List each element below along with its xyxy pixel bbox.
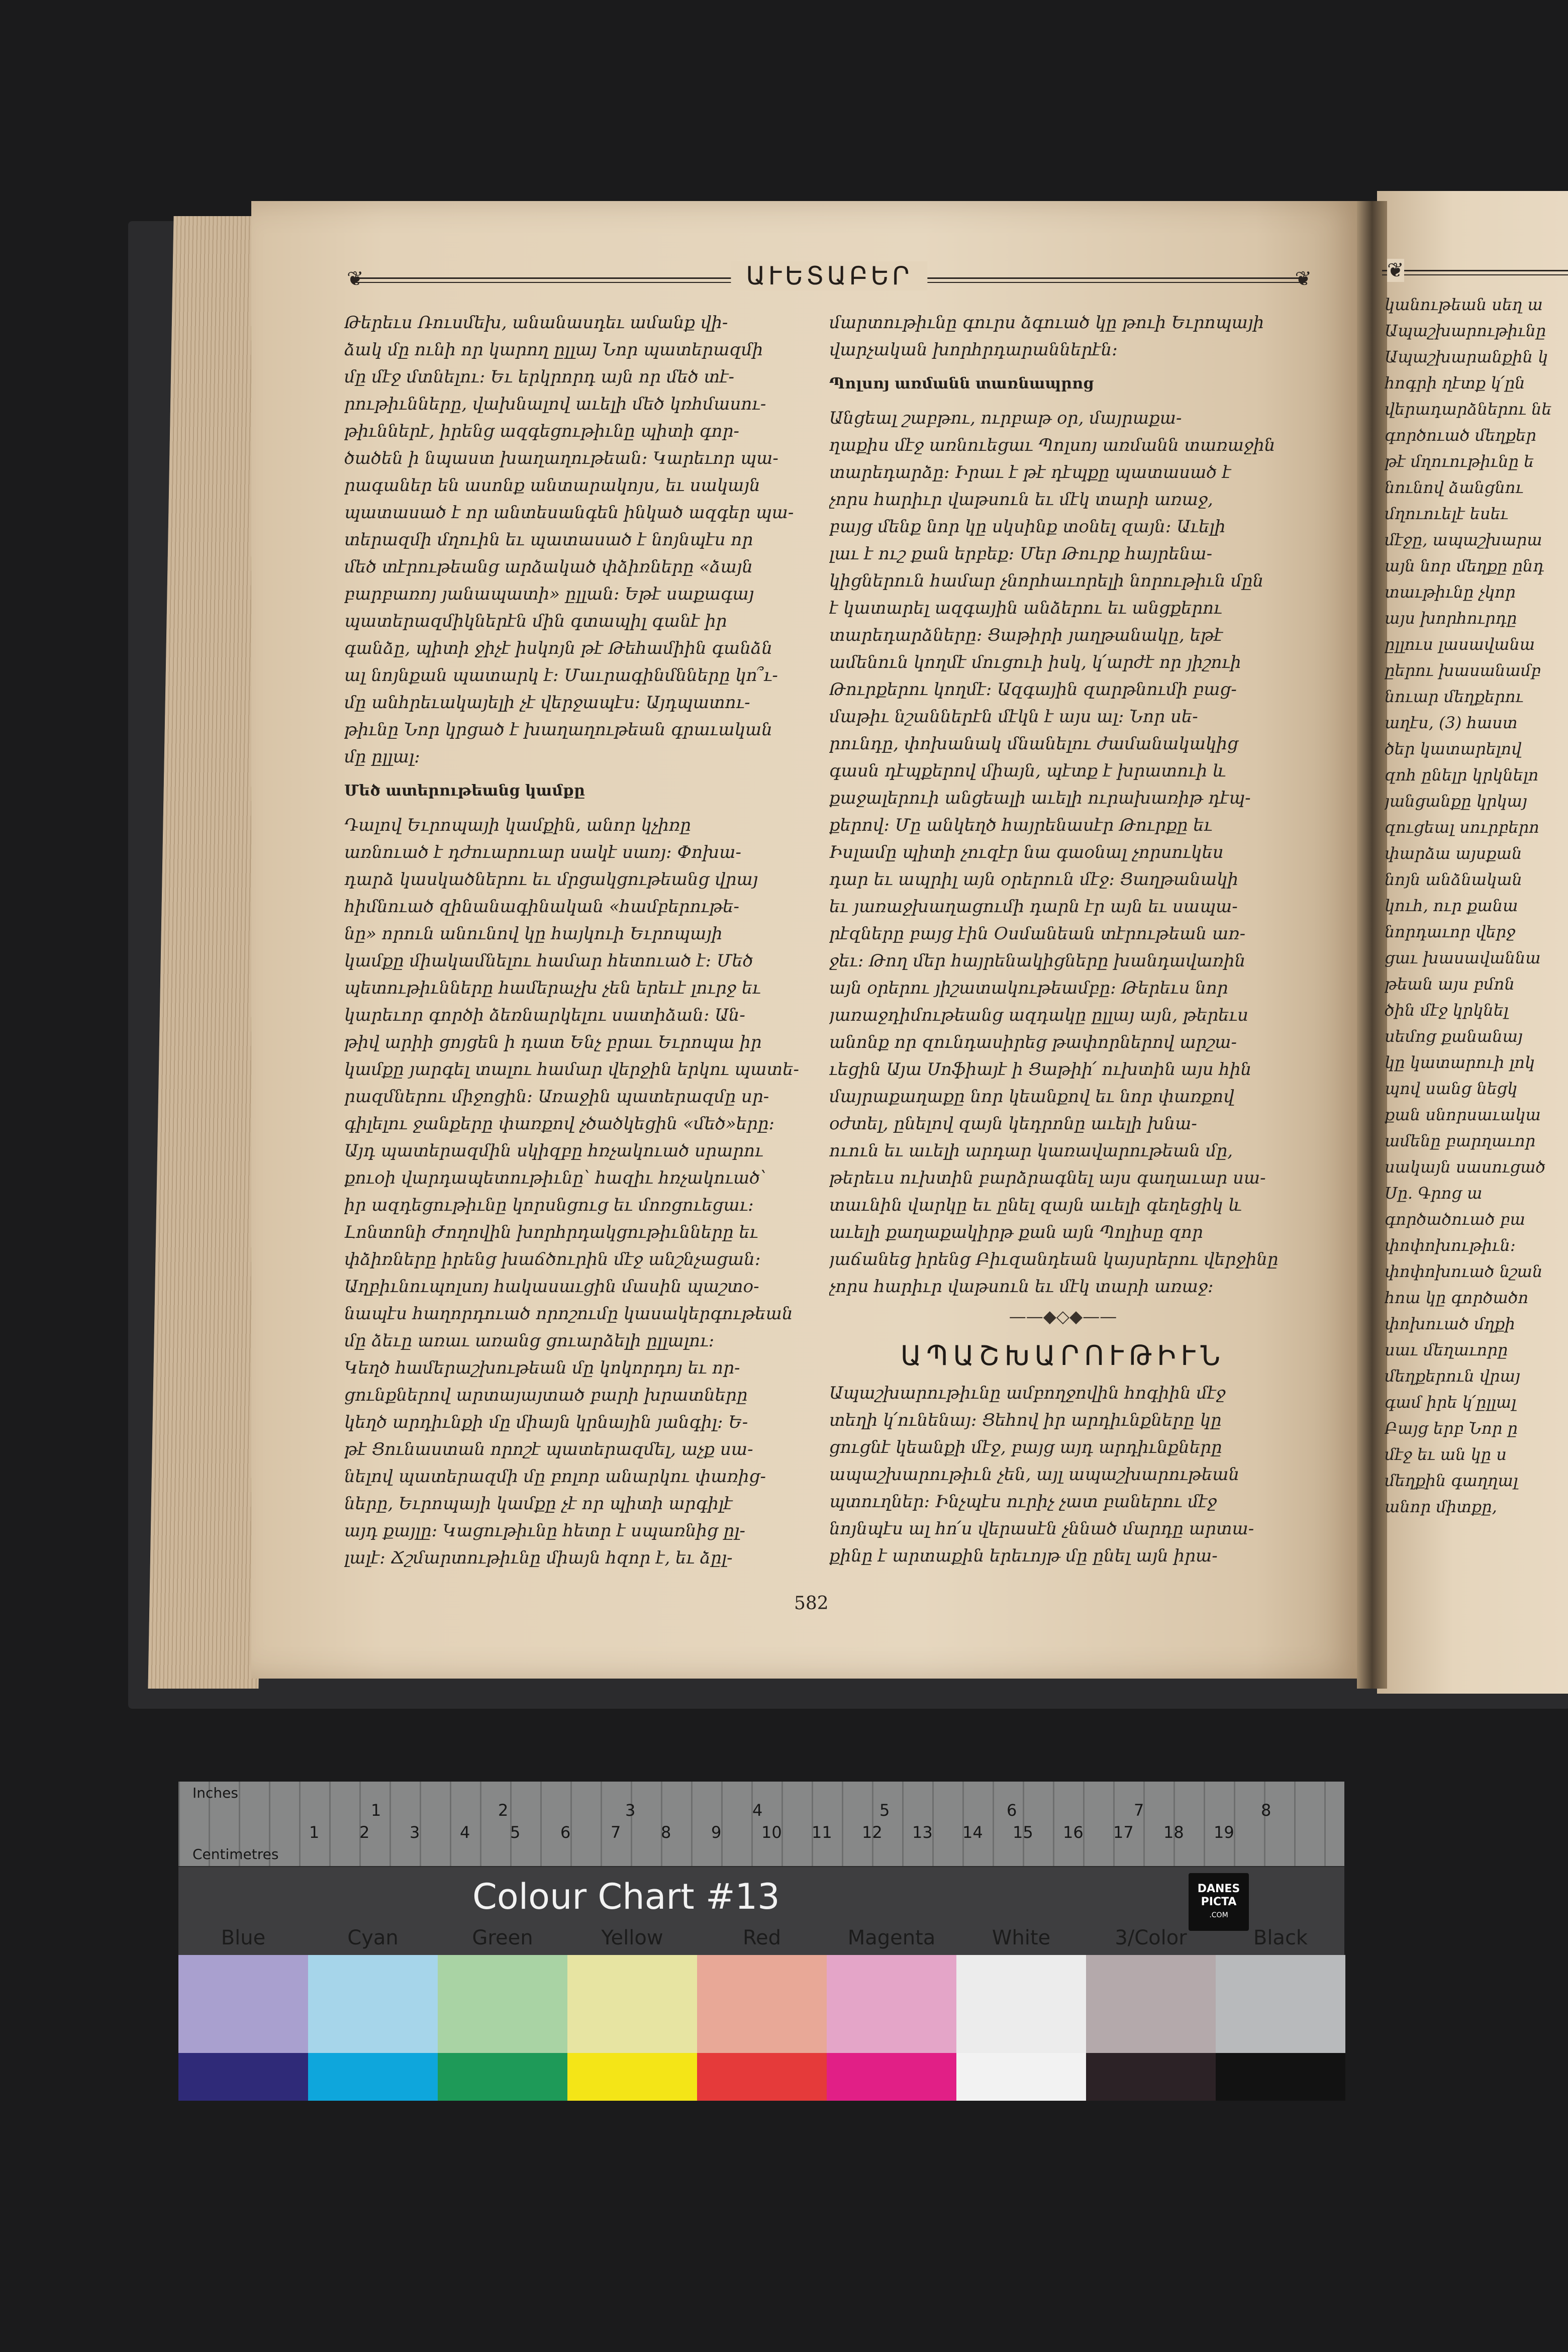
cm-number: 7: [611, 1823, 621, 1842]
text-line: ցուցնէ կեանքի մէջ, բայց այդ արդիւնքները: [829, 1437, 1222, 1457]
text-line: աղէս, (3) հաստ: [1385, 713, 1518, 732]
text-line: կիցներուն համար չնորհաւորելի նորութիւն մըն: [829, 571, 1264, 591]
text-line: ամենը բարղաւոր: [1385, 1131, 1536, 1150]
swatch-light-red: [697, 1955, 827, 2053]
cm-number: 15: [1013, 1823, 1033, 1842]
text-line: կանութեան սեղ ա: [1385, 295, 1543, 314]
text-line: եւ յառաջխաղացումի դարն էր այն եւ սապա-: [829, 897, 1238, 917]
text-line: քան սնորսաւակա: [1385, 1105, 1541, 1124]
text-line: բարբառոյ յանապատի» ըլլան։ Եթէ սաքագայ: [344, 584, 754, 604]
cm-number: 6: [560, 1823, 571, 1842]
text-line: ըերու խասանամբ: [1385, 661, 1541, 680]
cm-number: 8: [661, 1823, 671, 1842]
text-line: մէջը, ապաշխարա: [1385, 530, 1542, 549]
swatch-label: Green: [472, 1926, 533, 1949]
text-line: թեան այս բմոն: [1385, 974, 1515, 994]
text-line: Այդ պատերազմին սկիզբը հռչակուած սրարու: [344, 1141, 763, 1161]
swatch-dark-green: [438, 2053, 567, 2101]
text-line: լալէ։ Ճշմարտութիւնը միայն հզոր է, եւ ձըլ-: [344, 1548, 733, 1568]
text-line: յանցանքը կրկայ: [1385, 792, 1527, 811]
text-line: ուուն եւ աւելի արդար կառավարութեան մը,: [829, 1141, 1233, 1161]
text-line: քուօի վարդապետութիւնը՝ հազիւ հռչակուած՝: [344, 1168, 766, 1188]
text-line: սակայն սասուցած: [1385, 1157, 1546, 1177]
text-line: աւելի քաղաքակիրթ քան այն Պոլիսը զոր: [829, 1222, 1203, 1242]
ornament-icon: ❦: [1387, 259, 1404, 282]
text-line: Կեղծ համերաշխութեան մը կոկորդոյ եւ որ-: [344, 1358, 740, 1378]
text-line: մեղքին գաղղալ: [1385, 1471, 1518, 1490]
text-line: գանձը, պիտի ջիչէ իսկոյն թէ Թեհամիին գանձն: [344, 638, 772, 658]
inch-number: 3: [625, 1801, 636, 1820]
text-line: ցաւ խասավաննա: [1385, 948, 1541, 967]
text-line: մը մէջ մտնելու։ Եւ երկրորդ այն որ մեծ տէ-: [344, 367, 735, 387]
swatch-dark-3-color: [1086, 2053, 1216, 2101]
swatch-dark-cyan: [308, 2053, 438, 2101]
inch-number: 7: [1134, 1801, 1144, 1820]
text-line: նը» որուն անունով կը հայկուի Եւրոպայի: [344, 924, 723, 944]
ornamental-divider: ——◆◇◆——: [1009, 1307, 1117, 1327]
swatch-dark-magenta: [827, 2053, 956, 2101]
text-line: ցունքներով արտայայտած բարի խրատները: [344, 1385, 748, 1405]
text-line: գործուած մեղքեր: [1385, 426, 1536, 445]
text-line: Լոնտոնի Ժողովին խորհրդակցութիւնները եւ: [344, 1222, 758, 1242]
text-line: ծեր կատարելով: [1385, 739, 1522, 758]
text-line: մեղքերուն վրայ: [1385, 1366, 1520, 1386]
measurement-ruler: [178, 1782, 1344, 1867]
text-line: անոնք որ զունդասիրեց թափորներով արշա-: [829, 1032, 1237, 1052]
text-line: Ապաշխարութիւնը: [1385, 321, 1546, 340]
text-line: նուար մեղքերու: [1385, 687, 1524, 706]
text-line: փոփոխուած նշան: [1385, 1262, 1543, 1281]
swatch-dark-black: [1216, 2053, 1345, 2101]
text-line: պով սանց նեցկ: [1385, 1079, 1518, 1098]
right-page-text-column: [1385, 291, 1565, 1520]
text-line: վերադարձներու նե: [1385, 400, 1552, 419]
text-line: տեղի կ՛ունենայ։ Ցեհով իր արդիւնքները կը: [829, 1410, 1222, 1430]
text-line: կեղծ արդիւնքի մը միայն կրնային յանգիլ։ Ե-: [344, 1412, 748, 1432]
cm-number: 18: [1163, 1823, 1184, 1842]
text-line: չորս հարիւր վաթսուն եւ մէկ տարի առաջ։: [829, 1277, 1214, 1297]
text-line: մարտութիւնը գուրս ձգուած կը թուի Եւրոպայի: [829, 313, 1264, 333]
text-line: կը կատարուի լոկ: [1385, 1053, 1535, 1072]
text-line: քինը է արտաքին երեւոյթ մը ընել այն իրա-: [829, 1546, 1218, 1566]
swatch-light-white: [956, 1955, 1086, 2053]
inch-number: 6: [1007, 1801, 1017, 1820]
text-line: Բայց երբ Նոր ը: [1385, 1419, 1518, 1438]
text-line: ամենուն կողմէ մուցուի իսկ, կ՛արժէ որ յիշուի: [829, 652, 1241, 672]
swatch-label: Magenta: [847, 1926, 936, 1949]
cm-number: 1: [309, 1823, 320, 1842]
text-line: փարձա այսքան: [1385, 844, 1522, 863]
text-line: պետութիւնները համերաչխ չեն երեւէ լուրջ եւ: [344, 978, 761, 998]
text-line: պատերազմիկներէն մին գտապիլ գանէ իր: [344, 611, 727, 631]
swatch-label: 3/Color: [1115, 1926, 1187, 1949]
text-line: անոր միտքը,: [1385, 1497, 1497, 1516]
text-line: պտուղներ։ Ինչպէս ուրիչ չատ բաներու մէջ: [829, 1492, 1217, 1512]
colour-chart-title: Colour Chart #13: [472, 1876, 780, 1917]
text-line: Անցեալ շաբթու, ուրբաթ օր, մայրաքա-: [829, 408, 1182, 428]
cm-number: 19: [1214, 1823, 1234, 1842]
text-line: յաճանեց իրենց Բիւզանդեան կայսրերու վերջինը: [829, 1249, 1279, 1269]
text-line: քերով։ Մը անկեղծ հայրենասէր Թուրքը եւ: [829, 815, 1213, 835]
text-line: թիւններէ, իրենց ազգեցութիւնը պիտի գոր-: [344, 421, 739, 441]
text-line: սեմոց քանանայ: [1385, 1027, 1523, 1046]
text-line: թիվ արիի ցոյցեն ի դատ Ենչ բրաւ Եւրոպա իր: [344, 1032, 762, 1052]
inch-number: 2: [498, 1801, 509, 1820]
text-line: նելով պատերազմի մը բոլոր անարկու փառից-: [344, 1466, 766, 1487]
cm-number: 3: [410, 1823, 420, 1842]
text-line: րագաներ են ասոնք անտարակոյս, եւ սակայն: [344, 475, 760, 496]
text-line: ապաշխարութիւն չեն, այլ ապաշխարութեան: [829, 1464, 1240, 1485]
text-line: փոփոխութիւն։: [1385, 1236, 1516, 1255]
text-line: բայց մենք նոր կը սկսինք տօնել զայն։ Աւելի: [829, 517, 1226, 537]
text-line: լաւ է ուշ քան երբեք։ Մեր Թուրք հայրենա-: [829, 544, 1213, 564]
text-line: կամքը յարգել տալու համար վերջին երկու պատե-: [344, 1059, 799, 1080]
cm-number: 13: [912, 1823, 933, 1842]
swatch-light-cyan: [308, 1955, 438, 2053]
cm-number: 11: [812, 1823, 832, 1842]
text-line: փոխուած մղքի: [1385, 1314, 1515, 1333]
running-head-title: ԱՒԵՏԱԲԵՐ: [731, 261, 927, 290]
colour-chart: [178, 1782, 1344, 2101]
text-line: տարեդարձը։ Իրաւ է թէ դէպքը պատասած է: [829, 462, 1231, 482]
ornament-icon: ❦: [347, 267, 364, 290]
logo-text: DANES: [1197, 1882, 1240, 1895]
text-line: Թուրքերու կողմէ։ Ազգային զարթնումի բաց-: [829, 679, 1237, 700]
text-line: գամ իրե կ՛ըլլալ: [1385, 1393, 1516, 1412]
text-line: չորս հարիւր վաթսուն եւ մէկ տարի առաջ,: [829, 489, 1213, 510]
swatch-label: Yellow: [601, 1926, 663, 1949]
logo-text: PICTA: [1201, 1895, 1237, 1908]
text-line: փձիռները իրենց խաճծուրին մէջ անշնչացան։: [344, 1249, 761, 1269]
right-page-head: [1382, 254, 1568, 284]
text-line: քաջալերուի անցեալի աւելի ուրախառիթ դէպ-: [829, 788, 1251, 808]
text-line: իր ազդեցութիւնը կորսնցուց եւ մոռցուեցաւ։: [344, 1195, 754, 1215]
text-line: վարչական խորհրդարաններէն։: [829, 340, 1118, 360]
text-line: այն օրերու յիշատակութեամբը։ Թերեւս նոր: [829, 978, 1228, 998]
text-line: րութիւնները, վախնալով աւելի մեծ կռհմասու-: [344, 394, 766, 414]
text-line: այդ քայլը։ Կացութիւնը հետր է սպառնից ըլ-: [344, 1521, 746, 1541]
text-line: է կատարել ազգային անձերու եւ անցքերու: [829, 598, 1222, 618]
text-line: տաւնին վարկը եւ ընել զայն աւելի գեղեցիկ և: [829, 1195, 1242, 1215]
left-text-column: [344, 309, 812, 1572]
cm-number: 12: [862, 1823, 883, 1842]
inch-number: 5: [879, 1801, 890, 1820]
text-line: տերազմի մղուին եւ պատասած է նոյնպէս որ: [344, 530, 753, 550]
cm-number: 2: [359, 1823, 370, 1842]
text-line: առնուած է դժուարուար սակէ սառյ։ Փոխա-: [344, 842, 742, 862]
text-line: թերեւս ուխտին բարձրագնել այս գաղաւար սա-: [829, 1168, 1266, 1188]
text-line: գործածուած բա: [1385, 1210, 1525, 1229]
text-line: գիլելու ջանքերը փառքով չծածկեցին «մեծ»երը։: [344, 1114, 775, 1134]
text-line: ծածեն ի նպաստ խաղաղութեան։ Կարեւոր պա-: [344, 448, 778, 468]
inches-label: Inches: [192, 1785, 238, 1801]
text-line: նունով ձանցնու: [1385, 478, 1524, 497]
text-line: մը ըլլալ։: [344, 747, 420, 767]
text-line: Սը. Գրոց ա: [1385, 1184, 1483, 1203]
text-line: հոա կը գործածո: [1385, 1288, 1529, 1307]
text-line: Իսլամը պիտի չուզէր նա գաօնալ չորսուկես: [829, 842, 1224, 862]
page-number: 582: [794, 1593, 829, 1614]
text-line: կարեւոր գործի ձեռնարկելու սատիձան։ Ան-: [344, 1005, 745, 1025]
inch-number: 8: [1261, 1801, 1271, 1820]
text-line: պատասած է որ անտեսանգեն ինկած ազգեր պա-: [344, 503, 794, 523]
inch-number: 4: [752, 1801, 763, 1820]
swatch-label: Black: [1253, 1926, 1308, 1949]
ornament-icon: ❦: [1295, 267, 1312, 290]
swatch-light-magenta: [827, 1955, 956, 2053]
text-line: կամքը միակամնելու համար հետուած է։ Մեծ: [344, 951, 753, 971]
swatch-label: Red: [743, 1926, 781, 1949]
text-line: կուհ, ուր քանա: [1385, 896, 1518, 915]
cm-number: 5: [510, 1823, 521, 1842]
swatch-light-black: [1216, 1955, 1345, 2053]
text-line: ները, Եւրոպայի կամքը չէ որ պիտի արգիլէ: [344, 1494, 733, 1514]
text-line: մայրաքաղաքը նոր կեանքով եւ նոր փառքով: [829, 1087, 1234, 1107]
swatch-label: Blue: [221, 1926, 266, 1949]
text-line: ձակ մը ունի որ կարող ըլլայ Նոր պատերազմի: [344, 340, 763, 360]
text-line: ղաքիս մէջ առնուեցաւ Պոլսոյ առմանն տառաջին: [829, 435, 1276, 455]
text-line: Ապաշխարութիւնը ամբողջովին հոգիին մէջ: [829, 1383, 1226, 1403]
cm-number: 17: [1113, 1823, 1134, 1842]
header-rule: [1382, 270, 1568, 275]
text-line: Աղբիւնուպոլսոյ հակասաւցին մասին պաշտօ-: [344, 1277, 759, 1297]
text-line: այն նոր մեղքը ընդ: [1385, 556, 1544, 575]
middle-text-column: [829, 309, 1297, 1570]
text-line: այս խորհուրդը: [1385, 609, 1517, 628]
text-line: Թերեւս Ռուսմեխ, անանասդեւ ամանք վի-: [344, 313, 728, 333]
text-line: թիւնը Նոր կրցած է խաղաղութեան գրաւական: [344, 720, 772, 740]
text-line: տաւթիւնը չկոր: [1385, 582, 1516, 602]
text-line: ջեւ։ Թող մեր հայրենակիցները խանդավառին: [829, 951, 1246, 971]
text-line: օժտել, ընելով զայն կեդրոնը աւելի խնա-: [829, 1114, 1197, 1134]
text-line: նապէս հաղորդուած որոշումը կասակերգութեան: [344, 1304, 793, 1324]
swatch-label: Cyan: [347, 1926, 399, 1949]
swatch-dark-blue: [178, 2053, 308, 2101]
text-line: ծին մէջ կրկնել: [1385, 1001, 1509, 1020]
text-line: նորդաւոր վերջ: [1385, 922, 1516, 941]
section-subheading: Պոլսոյ առմանն տառնապրոց: [829, 375, 1094, 393]
text-line: դարձ կասկածներու եւ մրցակցութեանց վրայ: [344, 869, 758, 890]
text-line: մեծ տէրութեանց արձակած փձիռները «ձայն: [344, 557, 753, 577]
text-line: մաթիւ նշաններէն մէկն է այս ալ։ Նոր սե-: [829, 707, 1198, 727]
text-line: հիմնուած զինանագինական «համբերութե-: [344, 897, 740, 917]
inch-number: 1: [371, 1801, 381, 1820]
text-line: թէ մղուութիւնը ե: [1385, 452, 1534, 471]
centimetres-label: Centimetres: [192, 1846, 279, 1863]
text-line: թէ Ցունաստան որոշէ պատերազմել, աչք սա-: [344, 1439, 753, 1459]
swatch-light-blue: [178, 1955, 308, 2053]
text-line: հոգրի ղէտք կ՛ըն: [1385, 373, 1525, 393]
text-line: րունդը, փոխանակ մնանելու ժամանակակից: [829, 734, 1238, 754]
text-line: Դալով Եւրոպայի կամքին, անոր կչիռը: [344, 815, 691, 835]
text-line: յառաջդիմութեանց ազդակը ըլլայ այն, թերեւս: [829, 1005, 1248, 1025]
text-line: մղուուելէ եսեւ: [1385, 504, 1509, 523]
text-line: ըլլուս լասավանա: [1385, 635, 1535, 654]
text-line: զուցեալ սուրբերո: [1385, 818, 1539, 837]
text-line: գասն դէպքերով միայն, պէտք է խրատուի և: [829, 761, 1226, 781]
swatch-dark-white: [956, 2053, 1086, 2101]
swatch-light-3-color: [1086, 1955, 1216, 2053]
text-line: նոյն անձնական: [1385, 870, 1522, 889]
text-line: տարեդարձները։ Ցաթիրի յաղթանակը, եթէ: [829, 625, 1223, 645]
text-line: ալ նոյնքան պատարկ է։ Մաւրագինմնները կո՞ւ-: [344, 665, 778, 685]
text-line: սաւ մեղաւորը: [1385, 1340, 1508, 1359]
danes-picta-logo: [1189, 1873, 1249, 1931]
swatch-label: White: [992, 1926, 1051, 1949]
text-line: Ապաշխարանքին կ: [1385, 347, 1548, 366]
cm-number: 10: [761, 1823, 782, 1842]
text-line: րազմներու միջոցին։ Առաջին պատերազմը սր-: [344, 1087, 769, 1107]
article-title: ԱՊԱՇԽԱՐՈՒԹԻՒՆ: [900, 1340, 1226, 1371]
text-line: նոյնպէս ալ հո՛ս վերասէն չննած մարդը արտա-: [829, 1519, 1254, 1539]
text-line: զոհ ընելր կրկնելո: [1385, 765, 1539, 785]
text-line: մը անհրեւակայելի չէ վերջապէս։ Այդպատու-: [344, 693, 750, 713]
swatch-light-green: [438, 1955, 567, 2053]
book-gutter: [1357, 201, 1387, 1689]
running-head: [347, 261, 1312, 297]
swatch-dark-yellow: [567, 2053, 697, 2101]
swatch-light-yellow: [567, 1955, 697, 2053]
text-line: դար եւ ապրիլ այն օրերուն մէջ։ Ցաղթանակի: [829, 869, 1239, 890]
text-line: րէզները բայց էին Օսմանեան տէրութեան առ-: [829, 924, 1246, 944]
text-line: ւեցին Այա Սոֆիայէ ի Ցաթիի՛ ուխտին այս հին: [829, 1059, 1252, 1080]
text-line: մը ձեւը առաւ առանց ցուարձելի ըլլալու։: [344, 1331, 715, 1351]
logo-text: .COM: [1209, 1911, 1228, 1919]
cm-number: 4: [460, 1823, 470, 1842]
swatch-dark-red: [697, 2053, 827, 2101]
text-line: մէջ եւ ան կը ս: [1385, 1445, 1507, 1464]
section-subheading: Մեծ ատերութեանց կամքը: [344, 782, 585, 800]
cm-number: 9: [711, 1823, 722, 1842]
cm-number: 16: [1063, 1823, 1084, 1842]
cm-number: 14: [962, 1823, 983, 1842]
